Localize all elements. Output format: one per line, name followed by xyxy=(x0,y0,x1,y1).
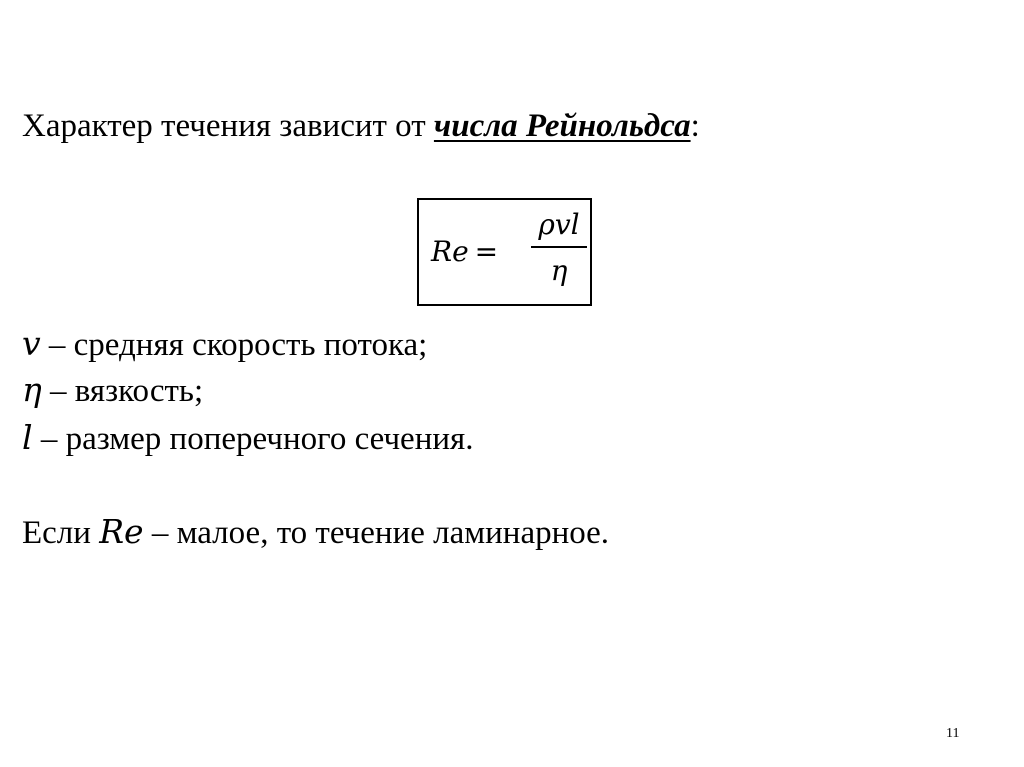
formula-fraction xyxy=(531,206,587,290)
definition-size xyxy=(22,418,473,459)
page-number: 11 xyxy=(946,726,960,741)
intro-text: Характер течения зависит от xyxy=(22,108,434,144)
fraction-bar xyxy=(531,246,587,248)
definition-viscosity xyxy=(22,370,203,411)
velocity-description: – средняя скорость потока; xyxy=(40,327,428,363)
size-symbol: l xyxy=(22,418,33,457)
reynolds-number-term: числа Рейнольдса xyxy=(433,108,691,144)
conclusion-line xyxy=(22,512,609,553)
velocity-symbol: v xyxy=(22,324,41,363)
definition-velocity xyxy=(22,324,427,365)
conclusion-after: – малое, то течение ламинарное. xyxy=(143,515,610,551)
intro-line xyxy=(22,106,700,146)
formula-lhs xyxy=(431,235,498,269)
size-description: – размер поперечного сечения. xyxy=(32,421,474,457)
formula-denominator: η xyxy=(550,254,568,287)
conclusion-re-symbol: Re xyxy=(99,512,144,551)
viscosity-symbol: η xyxy=(22,370,42,409)
conclusion-before: Если xyxy=(22,515,100,551)
viscosity-description: – вязкость; xyxy=(41,373,204,409)
formula-numerator: ρvl xyxy=(538,208,580,241)
formula-equals-sign: = xyxy=(474,235,499,268)
formula-re-symbol: Re xyxy=(431,235,469,268)
intro-colon: : xyxy=(690,108,700,144)
reynolds-formula-box xyxy=(417,198,592,306)
